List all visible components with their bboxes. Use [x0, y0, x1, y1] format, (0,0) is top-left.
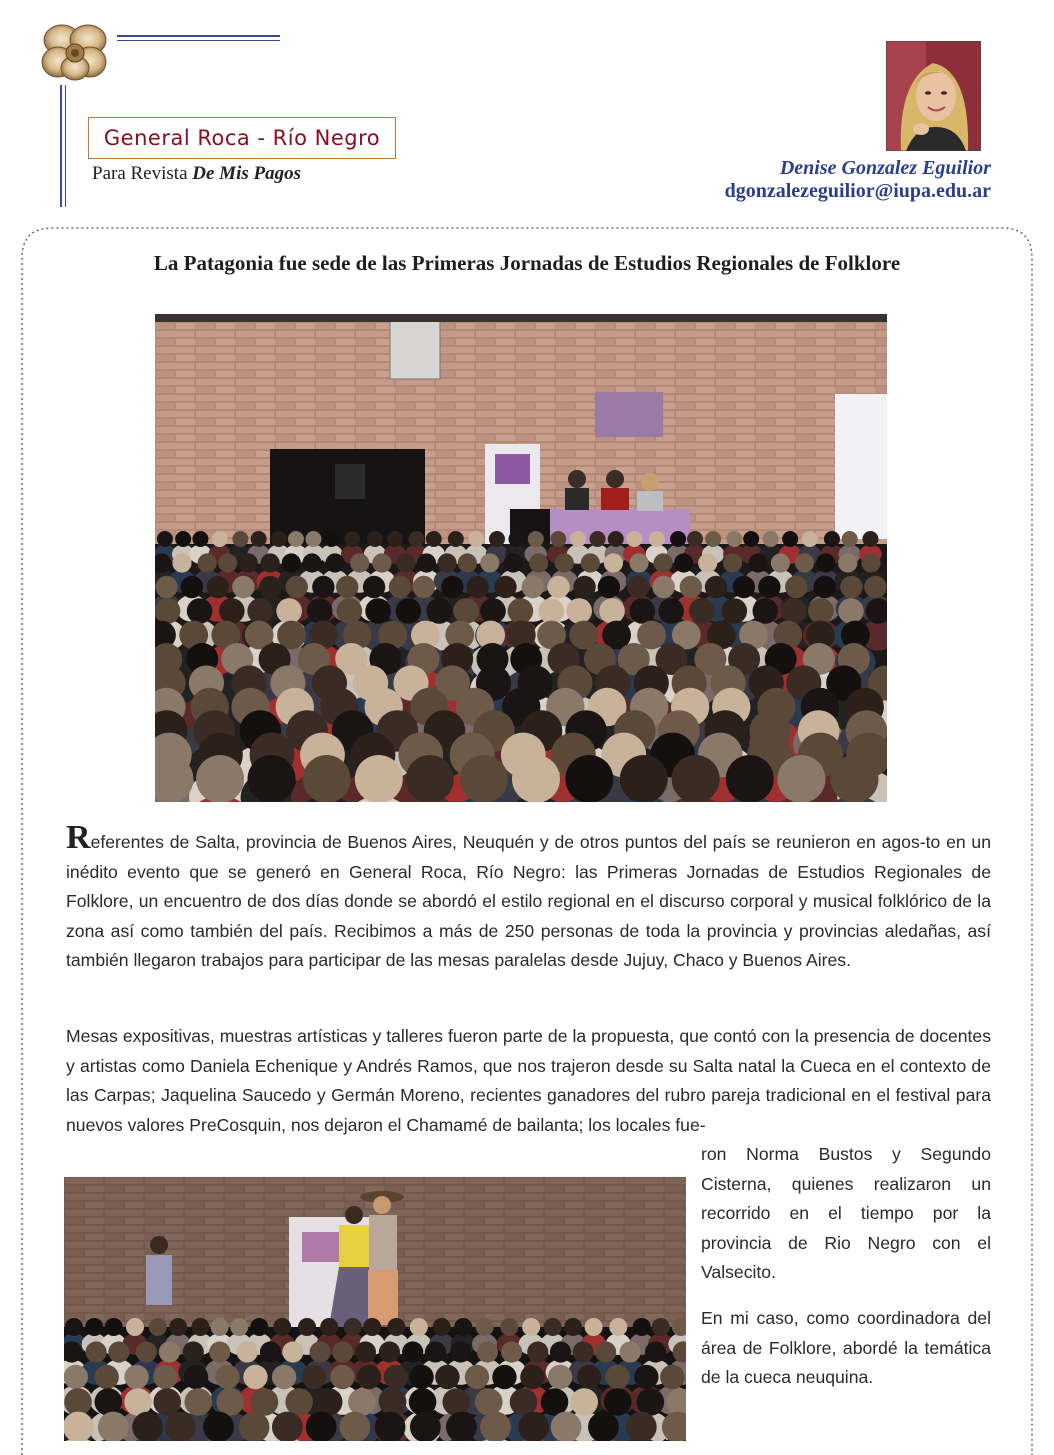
credit-prefix: Para Revista: [92, 163, 193, 184]
location-label: General Roca - Río Negro: [88, 117, 396, 159]
header-rule-vertical: [65, 85, 66, 207]
article-headline: La Patagonia fue sede de las Primeras Jornadas de Estudios Regionales de Folklore: [153, 251, 901, 275]
paragraph-text: eferentes de Salta, provincia de Buenos Aires, Neuquén y de otros puntos del país se reunieron en agos-to en un inédito evento que se generó en General Roca, Río Negro: las Primeras Jornadas de Estudios Regionales de Folklore, un encuentro de dos días donde se abordó el estilo regional en el discurso corporal y musical folklórico de la zona así como también del país. Recibimos a más de 250 personas de toda la provincia y provincias aledañas, así también llegaron trabajos para participar de las mesas paralelas desde Jujuy, Chaco y Buenos Aires.: [66, 832, 991, 970]
dance-performance-photo: [64, 1177, 686, 1441]
article-paragraph-continued: ron Norma Bustos y Segundo Cisterna, quienes realizaron un recorrido en el tiempo por la provincia de Rio Negro con el Valsecito.: [701, 1144, 991, 1282]
flower-ornament-icon: [38, 18, 112, 84]
header-rule: [117, 35, 280, 37]
author-name: Denise Gonzalez Eguilior: [779, 157, 991, 179]
article-paragraph: En mi caso, como coordinadora del área de Folklore, abordé la temática de la cueca neuquina.: [701, 1308, 991, 1387]
author-email[interactable]: dgonzalezeguilior@iupa.edu.ar: [724, 180, 991, 202]
header-rule-vertical: [60, 85, 62, 207]
article-paragraph: Mesas expositivas, muestras artísticas y talleres fueron parte de la propuesta, que contó con la presencia de docentes y artistas como Daniela Echenique y Andrés Ramos, que nos trajeron desde su Salta natal la Cueca en el contexto de las Carpas; Jaquelina Saucedo y Germán Moreno, recientes ganadores del rubro pareja tradicional en el festival para nuevos valores PreCosquin, nos dejaron el Chamamé de bailanta; los locales fue-: [66, 1026, 991, 1135]
drop-cap: R: [66, 819, 91, 856]
author-portrait: [886, 41, 981, 151]
audience-photo: [155, 314, 887, 802]
header-rule: [117, 40, 280, 41]
article-paragraph: [66, 819, 991, 976]
magazine-name: De Mis Pagos: [192, 163, 301, 184]
publication-credit: [92, 163, 301, 185]
